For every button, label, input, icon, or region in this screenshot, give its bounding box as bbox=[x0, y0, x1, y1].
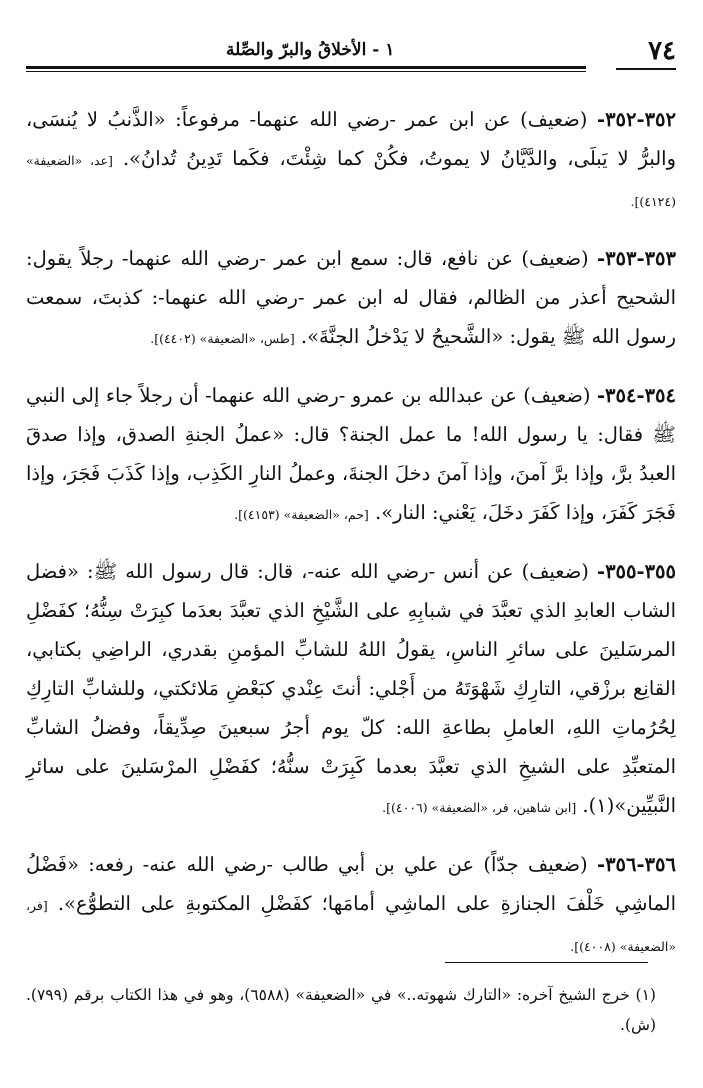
entry-number: ٣٥٤-٣٥٤- bbox=[596, 384, 676, 407]
entry-reference: [فر، «الضعيفة» (٤٠٠٨)]. bbox=[26, 898, 676, 954]
entry-reference: [عد، «الضعيفة» (٤١٢٤)]. bbox=[26, 153, 676, 209]
entry-text: (ضعيف) عن ابن عمر -رضي الله عنهما- مرفوعاً: «الذَّنبُ لا يُنسَى، والبرُّ لا يَبلَى، والدَّيَّانُ لا يموتُ، فكُنْ كما شِئْتَ، فكَما تَدِينُ تُدانُ». bbox=[26, 108, 677, 170]
entry-number: ٣٥٢-٣٥٢- bbox=[596, 108, 676, 131]
entry-text: (ضعيف) عن عبدالله بن عمرو -رضي الله عنهما- أن رجلاً جاء إلى النبي ﷺ فقال: يا رسول الله! ما عمل الجنة؟ قال: «عملُ الجنةِ الصدق، وإذا صدقَ العبدُ برَّ، وإذا برَّ آمنَ، وإذا آمنَ دخلَ الجنةَ، وعملُ النارِ الكَذِب، وإذا كَذَبَ فَجَرَ، وإذا فَجَرَ كَفَرَ، وإذا كَفَرَ دخَلَ، يَعْني: النار». bbox=[26, 384, 676, 524]
entry-number: ٣٥٣-٣٥٣- bbox=[596, 247, 676, 270]
header-rule-thin bbox=[26, 71, 586, 72]
footnote-divider bbox=[445, 962, 648, 963]
page-number: ٧٤ bbox=[648, 36, 676, 66]
page-body bbox=[26, 100, 676, 984]
entry-reference: [حم، «الضعيفة» (٤١٥٣)]. bbox=[234, 507, 369, 522]
chapter-title: ١ - الأخلاقُ والبرّ والصِّلة bbox=[226, 40, 395, 60]
page-header bbox=[26, 36, 676, 76]
entry-reference: [طس، «الضعيفة» (٤٤٠٢)]. bbox=[150, 331, 295, 346]
hadith-entry-356 bbox=[26, 845, 676, 966]
entry-text: (ضعيف) عن نافع، قال: سمع ابن عمر -رضي الله عنهما- رجلاً يقول: الشحيح أعذر من الظالم، فقال له ابن عمر -رضي الله عنهما-: كذبتَ، سمعت رسول الله ﷺ يقول: «الشَّحيحُ لا يَدْخلُ الجنَّةَ». bbox=[26, 247, 676, 348]
hadith-entry-354 bbox=[26, 376, 676, 534]
header-rule-short bbox=[616, 68, 676, 70]
header-rule-thick bbox=[26, 66, 586, 69]
hadith-entry-355 bbox=[26, 552, 676, 827]
entry-reference: [ابن شاهين، فر، «الضعيفة» (٤٠٠٦)]. bbox=[382, 800, 577, 815]
entry-number: ٣٥٦-٣٥٦- bbox=[596, 853, 676, 876]
entry-number: ٣٥٥-٣٥٥- bbox=[596, 560, 676, 583]
footnote: (١) خرج الشيخ آخره: «التارك شهوته..» في «الضعيفة» (٦٥٨٨)، وهو في هذا الكتاب برقم (٧٩٩). (ش). bbox=[26, 986, 656, 1034]
entry-text: (ضعيف جدّاً) عن علي بن أبي طالب -رضي الله عنه- رفعه: «فَضْلُ الماشِي خَلْفَ الجنازةِ على الماشِي أمامَها؛ كفَضْلِ المكتوبةِ على التطوُّع». bbox=[26, 853, 676, 915]
hadith-entry-353 bbox=[26, 239, 676, 358]
hadith-entry-352 bbox=[26, 100, 676, 221]
entry-text: (ضعيف) عن أنس -رضي الله عنه-، قال: قال رسول الله ﷺ: «فضل الشاب العابدِ الذي تعبَّدَ في شبابِهِ على الشَّيْخِ الذي تعبَّدَ بعدَما كبِرَتْ سِنُّهُ؛ كفَضْلِ المرسَلينَ على سائرِ الناسِ، يقولُ اللهُ للشابِّ المؤمنِ بقدري، الراضِي بكتابي، القانِع برزْقي، التارِكِ شَهْوَتَهُ من أَجْلي: أنتَ عِنْدي كبَعْضِ مَلائكتي، وللشابِّ التارِكِ لِحُرُماتِ اللهِ، العاملِ بطاعةِ الله: كلّ يوم أجرُ سبعينَ صِدِّيقاً، وفضلُ الشابِّ المتعبِّدِ على الشيخِ الذي تعبَّدَ بعدما كَبِرَتْ سنُّهُ؛ كفَضْلِ المرْسَلينَ على سائرِ النَّبيِّين»(١). bbox=[26, 560, 676, 817]
